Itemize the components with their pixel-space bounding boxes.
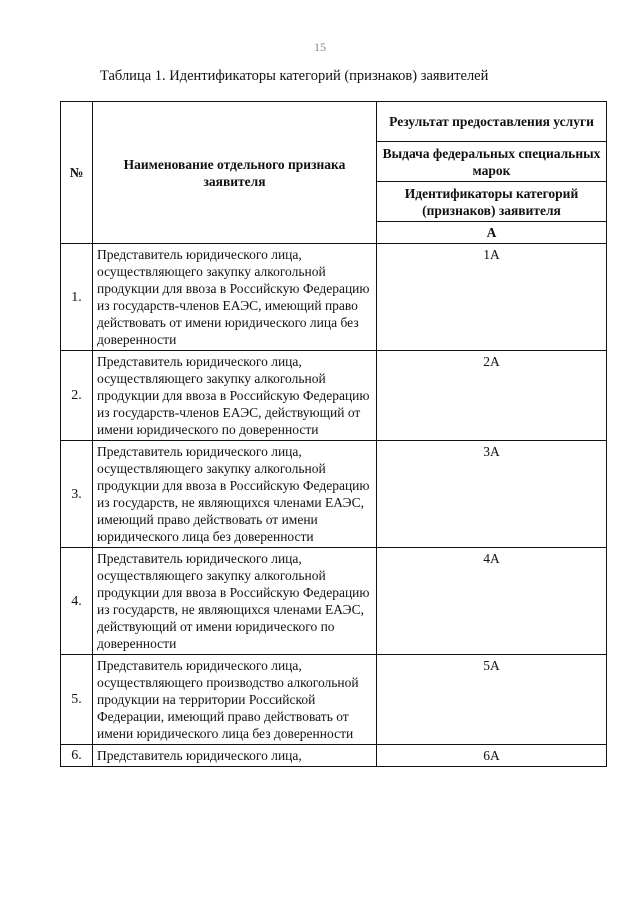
row-number: 2. (61, 351, 93, 441)
row-id: 3А (377, 441, 607, 548)
table-row (61, 548, 607, 655)
table-caption: Таблица 1. Идентификаторы категорий (признаков) заявителей (100, 68, 489, 84)
row-name: Представитель юридического лица, осуществляющего закупку алкогольной продукции для ввоза в Российскую Федерацию из государств-членов ЕАЭС, действующий от имени юридического по доверенности (93, 351, 377, 441)
row-id: 4А (377, 548, 607, 655)
row-id: 2А (377, 351, 607, 441)
row-id: 5А (377, 655, 607, 745)
page-number: 15 (314, 40, 326, 54)
row-number: 3. (61, 441, 93, 548)
table-row (61, 745, 607, 767)
table-row (61, 351, 607, 441)
table-row (61, 441, 607, 548)
row-name: Представитель юридического лица, осуществляющего закупку алкогольной продукции для ввоза в Российскую Федерацию из государств, не являющихся членами ЕАЭС, имеющий право действовать от имени юридического лица без доверенности (93, 441, 377, 548)
header-stamps: Выдача федеральных специальных марок (377, 142, 607, 182)
row-name: Представитель юридического лица, (93, 745, 377, 767)
row-number: 1. (61, 244, 93, 351)
applicant-categories-table (60, 101, 607, 767)
table-row (61, 244, 607, 351)
header-num: № (61, 102, 93, 244)
row-name: Представитель юридического лица, осуществляющего производство алкогольной продукции на территории Российской Федерации, имеющий право действовать от имени юридического лица без доверенности (93, 655, 377, 745)
header-ids: Идентификаторы категорий (признаков) заявителя (377, 182, 607, 222)
row-number: 5. (61, 655, 93, 745)
table-row (61, 655, 607, 745)
header-letter: А (377, 222, 607, 244)
row-name: Представитель юридического лица, осуществляющего закупку алкогольной продукции для ввоза в Российскую Федерацию из государств-членов ЕАЭС, имеющий право действовать от имени юридического лица без доверенности (93, 244, 377, 351)
row-number: 4. (61, 548, 93, 655)
header-name: Наименование отдельного признака заявителя (93, 102, 377, 244)
row-id: 6А (377, 745, 607, 767)
row-name: Представитель юридического лица, осуществляющего закупку алкогольной продукции для ввоза в Российскую Федерацию из государств, не являющихся членами ЕАЭС, действующий от имени юридического по доверенности (93, 548, 377, 655)
header-result: Результат предоставления услуги (377, 102, 607, 142)
row-id: 1А (377, 244, 607, 351)
row-number: 6. (61, 745, 93, 767)
